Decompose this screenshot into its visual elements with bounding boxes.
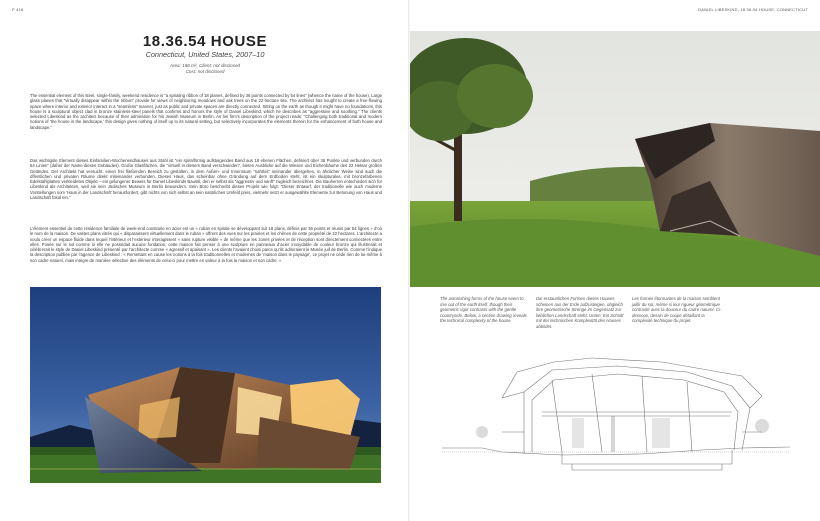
- article-title: 18.36.54 HOUSE: [142, 33, 268, 50]
- running-head: DANIEL LIBESKIND, 18.36.54 HOUSE, CONNECTICUT: [698, 7, 808, 12]
- daylight-house-illustration: [410, 31, 820, 287]
- daylight-house-photo: [410, 31, 820, 287]
- section-drawing: [442, 352, 790, 492]
- body-text-english: The essential element of this steel, single-family, weekend residence is “a spiraling ribbon of 18 planes, defined by 36 points connected by 54 lines” (whence the name of the house). Large glass planes that “virtually disappear within the ribbon” provide for views of neighboring meadows and oak trees on the 22-hectare site. The architect has sought to create a free-flowing space where interior and exterior interact in a “seamless” manner, just as public and private spaces are directly connected. Sitting on the earth as though it might have no foundations, this house is a sculptural object clad in bronze stainless-steel panels that confirms and honors the style of Daniel Libeskind, which he describes as “aggressive and soothing.” The clients selected Libeskind as the architect because of their admiration for his Jewish Museum in Berlin. As his firm’s description of the project reads: “Challenging both traditional and modern notions of ‘the house in the landscape,’ this design gives nothing of itself up to its natural setting, but selectively incorporates the elements therein for the enhancement of both house and landscape.”: [30, 93, 382, 130]
- night-house-photo: [30, 287, 381, 483]
- photo-caption-german: Die erstaunlichen Formen dieses Hauses scheinen aus der Erde aufzusteigen, obgleich ihre geometrische Strenge im Gegensatz zur lieblichen Landschaft steht. Unten: Ein Schnitt mit der technischen Komplexität des Hauses abbildet.: [536, 296, 624, 329]
- project-facts: [0, 63, 410, 75]
- section-drawing-illustration: [442, 352, 790, 492]
- project-cost: Cost: not disclosed: [185, 69, 225, 74]
- project-area-client: Area: 186 m², Client: not disclosed: [169, 63, 241, 68]
- night-house-illustration: [30, 287, 381, 483]
- photo-caption-french: Les formes étonnantes de la maison semblent jaillir du sol, même si leur rigueur géométrique contraste avec la douceur du cadre naturel. Ci-dessous, dessin de coupe détaillant la complexité technique du projet.: [632, 296, 722, 323]
- photo-caption-english: The astonishing forms of the house seem to rise out of the earth itself, though their geometric rigor contrasts with the gentle countryside. Below, a section drawing reveals the technical complexity of the house.: [440, 296, 527, 323]
- right-page: [410, 0, 820, 521]
- page-folio: P 416: [12, 7, 24, 12]
- body-text-french: L’élément essentiel de cette résidence familiale de week-end construite en acier est un « ruban en spirale se développant sur 18 plans, définis par 36 points et réunis par 54 lignes » d’où le nom de la maison. De vastes plans vitrés qui « disparaissent virtuellement dans le ruban » offrent des vues sur les prairies et les chênes de cette propriété de 22 hectares. L’architecte a voulu créer un espace fluide dans lequel l’intérieur et l’extérieur interagissent « sans rupture visible » de même que les zones privées et de réception sont directement connectées entre elles. Posée sur le sol comme si elle ne possédait aucune fondation, cette maison fait penser à une sculpture en panneaux d’acier inoxydable de couleur bronze qui illustrerait et célèbrerait le style de Daniel Libeskind présenté par l’architecte comme « agressif et apaisant ». Les clients l’avaient choisi parce qu’ils admiraient le Musée juif de Berlin. Comme l’indique la description publiée par l’agence de Libeskind : « Remettant en cause les notions à la fois traditionnelles et modernes de ‘maison dans le paysage’, ce projet ne cède rien de lui-même à son cadre naturel, mais intègre de manière sélective des éléments de celui-ci pour mettre en valeur à la fois la maison et son cadre. »: [30, 226, 382, 263]
- body-text-german: Das wichtigste Element dieses Einfamilien-Wochenendhauses aus Stahl ist “ein spiralförmig aufsteigendes Band aus 18 ebenen Flächen, definiert über 36 Punkte und verbunden durch 54 Linien” (daher der Name dieses Gebäudes). Große Glasflächen, die “virtuell in diesem Band verschwinden”, bieten Ausblicke auf die Wiesen und Eichenbäume des 22 Hektar großen Geländes. Der Architekt hat versucht, einen frei fließenden Bereich zu gestalten, in dem Außen- und Innenraum “nahtlos” ineinander übergehen, in ähnlicher Weise sind auch die öffentlichen und privaten Räume direkt miteinander verbunden. Dieses Haus, das scheinbar ohne Gründung auf dem Erdboden steht, ist ein skulpturales, mit bronzefarbenen Edelstahlplatten verkleidetes Objekt – ein gelungener Beweis für Daniel Libeskinds Baustil, den er selbst als “aggressiv und sanft” zugleich bezeichnet. Die Bauherren entschieden sich für Libeskind als Architekten, weil sie sein Jüdisches Museum in Berlin bewundern. Sein Büro beschreibt dieses Projekt wie folgt: “Dieser Entwurf, der traditionelle wie auch moderne Vorstellungen vom ‘Haus in der Landschaft’ herausfordert, gibt nichts von sich selbst an sein natürliches Umfeld preis, vielmehr setzt er ausgewählte Elemente zur Betonung von Haus und Landschaft fokal ein.”: [30, 158, 382, 201]
- article-subtitle: Connecticut, United States, 2007–10: [145, 50, 265, 59]
